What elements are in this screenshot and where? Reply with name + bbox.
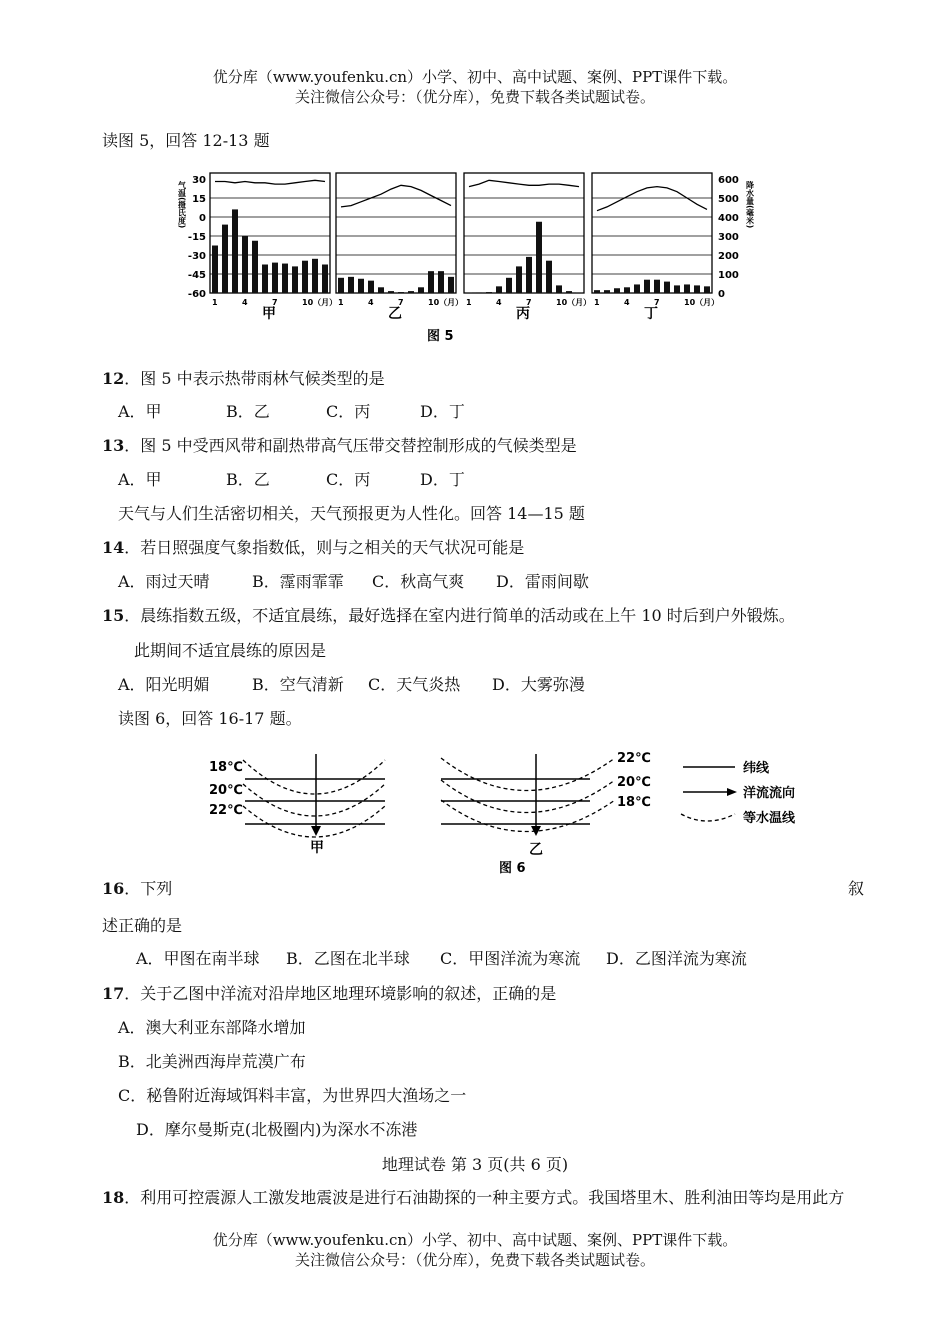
fig6-legend [681,760,796,826]
precip-bar-乙-11 [438,271,444,293]
fig5-right-tick: 300 [718,232,739,243]
precip-bar-丁-9 [674,285,680,293]
fig6-yi-panel [441,751,651,858]
fig5-panel-frame [592,173,712,293]
q14-option-b[interactable]: B．霪雨霏霏 [252,572,344,591]
question-15-cont: 此期间不适宜晨练的原因是 [134,641,327,660]
fig5-panel-label-甲: 甲 [262,306,276,322]
precip-bar-甲-11 [312,259,318,293]
q14-option-d[interactable]: D．雷雨间歇 [496,572,589,591]
q12-option-c[interactable]: C．丙 [326,402,371,421]
precip-bar-丁-1 [594,290,600,293]
jia-isotherm-label-3: 22℃ [209,803,243,818]
precip-bar-甲-1 [212,246,218,294]
yi-isotherm-label-3: 18℃ [617,795,651,810]
precip-bar-丁-3 [614,288,620,293]
precip-bar-丙-11 [566,291,572,293]
question-14: 14．若日照强度气象指数低，则与之相关的天气状况可能是 [102,538,525,557]
precip-bar-丁-11 [694,285,700,293]
fig5-month-tick: 1 [338,298,344,307]
fig5-panel-label-乙: 乙 [388,306,402,322]
figure-5 [170,165,760,350]
temp-line-乙 [341,185,451,207]
precip-bar-乙-4 [368,281,374,293]
q16-option-c[interactable]: C．甲图洋流为寒流 [440,949,581,968]
yi-isotherm-label-2: 20℃ [617,775,651,790]
legend-isotherm-label: 等水温线 [743,811,796,826]
q14-options [118,569,589,592]
question-16-end: 叙 [848,879,865,898]
q15-option-b[interactable]: B．空气清新 [252,675,344,694]
question-18: 18．利用可控震源人工激发地震波是进行石油勘探的一种主要方式。我国塔里木、胜利油田等均是用此方 [102,1188,845,1207]
jia-isotherm-20 [243,784,385,816]
fig5-month-tick: 7 [654,298,660,307]
fig5-month-tick: 10（月） [428,298,464,307]
footer-line-1: 优分库（www.youfenku.cn）小学、初中、高中试题、案例、PPT课件下载。 [212,1231,738,1249]
q16-option-b[interactable]: B．乙图在北半球 [286,949,410,968]
yi-isotherm-18 [441,800,615,832]
fig5-right-tick: 100 [718,270,739,281]
q13-options [118,467,465,490]
precip-bar-丙-7 [526,257,532,293]
precip-bar-乙-1 [338,278,344,293]
fig5-left-tick: -15 [187,232,206,243]
fig5-left-tick: -45 [187,270,206,281]
precip-bar-丁-7 [654,280,660,293]
fig5-charts [177,173,755,322]
question-13: 13．图 5 中受西风带和副热带高气压带交替控制形成的气候类型是 [102,436,577,455]
legend-isotherm-swatch [681,814,735,821]
precip-bar-丁-6 [644,280,650,293]
q12-option-b[interactable]: B．乙 [226,402,270,421]
question-16: 16．下列 [102,879,173,898]
q15-option-c[interactable]: C．天气炎热 [368,675,461,694]
fig5-left-tick: 30 [192,175,206,186]
jia-label: 甲 [310,840,324,856]
fig5-right-axis-label: 降水量(毫米) [745,181,755,229]
precip-bar-甲-10 [302,261,308,293]
jia-arrowhead [311,826,321,836]
fig5-month-tick: 1 [594,298,600,307]
footer-line-2: 关注微信公众号：（优分库），免费下载各类试题试卷。 [294,1251,655,1269]
question-16-cont: 述正确的是 [102,916,183,935]
fig5-month-tick: 7 [526,298,532,307]
precip-bar-甲-12 [322,265,328,294]
jia-isotherm-22 [243,806,385,837]
precip-bar-丁-4 [624,287,630,293]
fig5-month-tick: 10（月） [684,298,720,307]
jia-isotherm-label-2: 20℃ [209,783,243,798]
fig5-month-tick: 4 [624,298,630,307]
fig5-month-tick: 4 [496,298,502,307]
precip-bar-甲-8 [282,264,288,293]
q16-option-d[interactable]: D．乙图洋流为寒流 [606,949,747,968]
fig5-month-tick: 4 [242,298,248,307]
q14-option-c[interactable]: C．秋高气爽 [372,572,465,591]
precip-bar-丙-5 [506,278,512,293]
precip-bar-丙-8 [536,222,542,293]
precip-bar-乙-3 [358,279,364,293]
fig5-month-tick: 7 [398,298,404,307]
precip-bar-丁-2 [604,290,610,293]
jia-isotherm-18 [243,760,385,794]
fig5-left-tick: 0 [199,213,206,224]
fig6-jia-panel [209,754,385,856]
q16-option-a[interactable]: A．甲图在南半球 [136,949,260,968]
precip-bar-乙-6 [388,291,394,293]
precip-bar-甲-3 [232,209,238,293]
fig5-panel-frame [464,173,584,293]
header-line-1: 优分库（www.youfenku.cn）小学、初中、高中试题、案例、PPT课件下载。 [212,68,738,86]
precip-bar-乙-8 [408,291,414,293]
q12-option-d[interactable]: D．丁 [420,402,465,421]
legend-latitude-label: 纬线 [743,761,770,776]
q12-options [118,399,465,422]
precip-bar-丁-5 [634,284,640,293]
fig6-caption: 图 6 [499,861,526,876]
precip-bar-丁-10 [684,284,690,293]
question-17: 17．关于乙图中洋流对沿岸地区地理环境影响的叙述，正确的是 [102,984,557,1003]
legend-arrowhead [727,788,737,796]
yi-label: 乙 [529,842,543,858]
q12-option-a[interactable]: A．甲 [118,402,162,421]
q13-option-d[interactable]: D．丁 [420,470,465,489]
precip-bar-甲-4 [242,236,248,293]
temp-line-丙 [469,180,579,186]
precip-bar-甲-2 [222,225,228,293]
q13-option-a[interactable]: A．甲 [118,470,162,489]
header-line-2: 关注微信公众号：（优分库），免费下载各类试题试卷。 [294,88,655,106]
fig5-caption: 图 5 [427,329,454,344]
question-12: 12．图 5 中表示热带雨林气候类型的是 [102,369,385,388]
fig5-month-tick: 1 [212,298,218,307]
q14-option-a[interactable]: A．雨过天晴 [118,572,210,591]
q16-options [136,946,747,969]
q13-option-c[interactable]: C．丙 [326,470,371,489]
jia-isotherm-label-1: 18℃ [209,760,243,775]
fig5-month-tick: 10（月） [556,298,592,307]
yi-isotherm-20 [441,780,615,813]
precip-bar-甲-6 [262,265,268,294]
intro-16-17: 读图 6，回答 16-17 题。 [118,709,302,728]
fig5-left-tick: -30 [187,251,206,262]
page-footer: 地理试卷 第 3 页(共 6 页) [381,1155,569,1174]
fig5-left-tick: -60 [187,289,206,300]
precip-bar-甲-9 [292,266,298,293]
precip-bar-丙-3 [486,292,492,293]
precip-bar-乙-5 [378,287,384,293]
precip-bar-丙-4 [496,286,502,293]
precip-bar-丙-2 [476,292,482,293]
fig5-right-tick: 0 [718,289,725,300]
yi-isotherm-22 [441,758,615,791]
legend-current-label: 洋流流向 [743,786,796,801]
q17-option-a[interactable]: A．澳大利亚东部降水增加 [118,1018,306,1037]
fig5-panel-label-丁: 丁 [644,306,658,322]
q17-option-b[interactable]: B．北美洲西海岸荒漠广布 [118,1052,306,1071]
fig5-left-tick: 15 [192,194,206,205]
precip-bar-丁-12 [704,286,710,293]
fig5-left-axis-label: 气温(摄氏度) [177,181,187,229]
fig5-right-tick: 400 [718,213,739,224]
intro-fig5: 读图 5，回答 12-13 题 [102,131,270,150]
precip-bar-乙-2 [348,277,354,293]
precip-bar-乙-10 [428,271,434,293]
yi-isotherm-label-1: 22℃ [617,751,651,766]
q15-option-d[interactable]: D．大雾弥漫 [492,675,585,694]
question-15: 15．晨练指数五级，不适宜晨练，最好选择在室内进行简单的活动或在上午 10 时后到户外锻炼。 [102,606,795,625]
precip-bar-甲-7 [272,263,278,293]
precip-bar-丙-6 [516,266,522,293]
precip-bar-丁-8 [664,282,670,293]
fig5-right-tick: 500 [718,194,739,205]
precip-bar-丙-10 [556,285,562,293]
precip-bar-乙-7 [398,292,404,293]
precip-bar-乙-12 [448,277,454,293]
fig5-month-tick: 4 [368,298,374,307]
fig5-panel-label-丙: 丙 [516,306,530,322]
fig5-month-tick: 10（月） [302,298,338,307]
intro-14-15: 天气与人们生活密切相关，天气预报更为人性化。回答 14—15 题 [118,504,585,523]
fig5-right-tick: 600 [718,175,739,186]
q17-option-d[interactable]: D．摩尔曼斯克(北极圈内)为深水不冻港 [136,1120,418,1139]
temp-line-甲 [215,180,325,184]
q15-option-a[interactable]: A．阳光明媚 [118,675,210,694]
q13-option-b[interactable]: B．乙 [226,470,270,489]
precip-bar-甲-5 [252,241,258,293]
figure-6 [195,748,835,880]
q17-option-c[interactable]: C．秘鲁附近海域饵料丰富，为世界四大渔场之一 [118,1086,467,1105]
temp-line-丁 [597,187,707,211]
fig5-month-tick: 1 [466,298,472,307]
fig5-month-tick: 7 [272,298,278,307]
fig5-right-tick: 200 [718,251,739,262]
precip-bar-乙-9 [418,287,424,293]
q15-options [118,672,585,695]
precip-bar-丙-9 [546,261,552,293]
